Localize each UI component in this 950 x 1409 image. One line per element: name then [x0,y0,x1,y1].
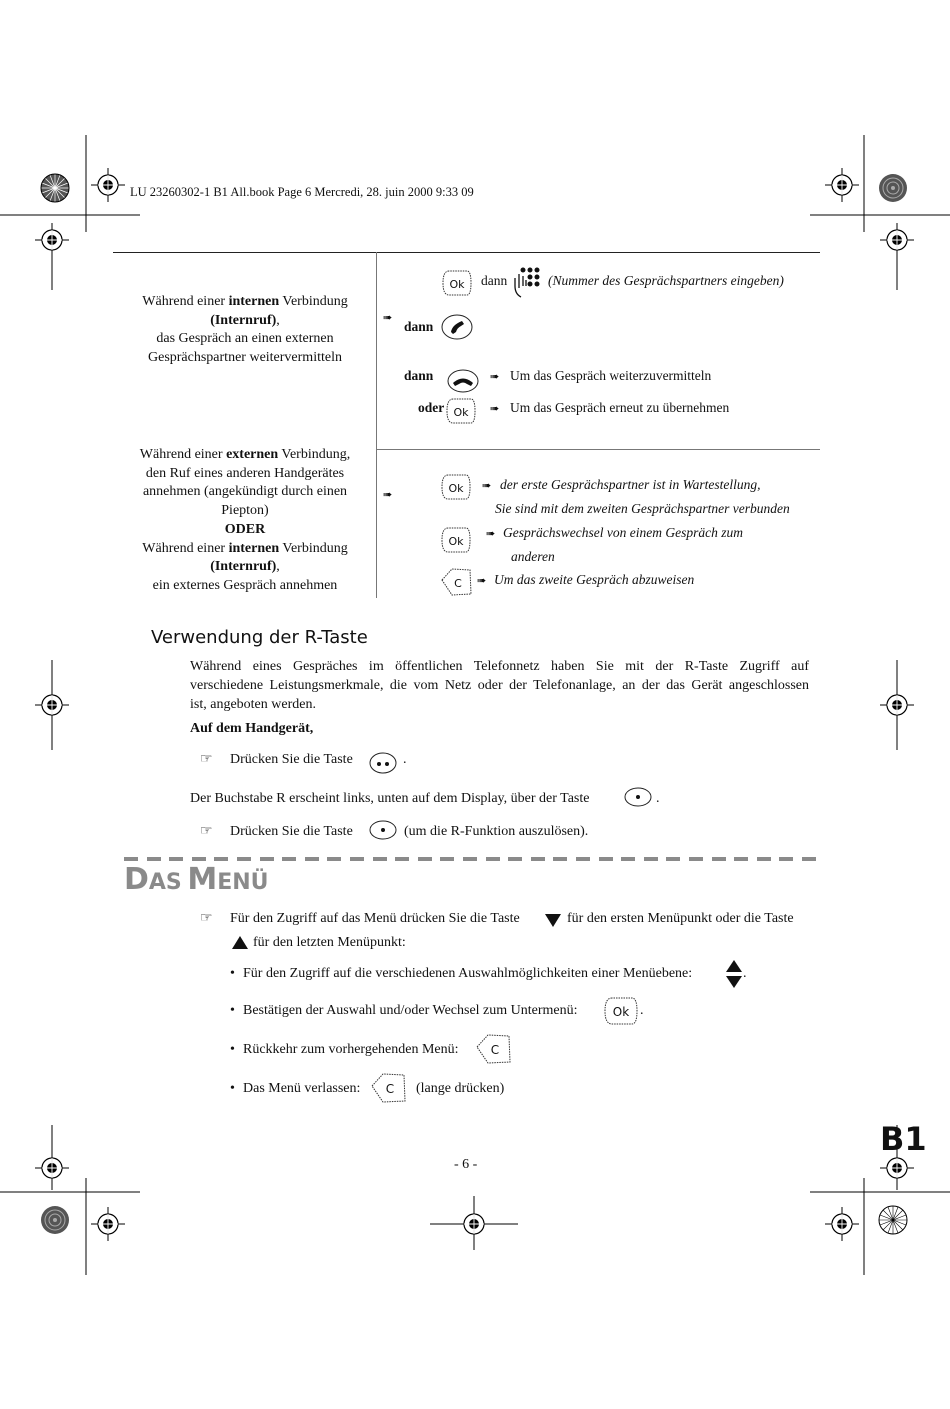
menu-bullet-1: Für den Zugriff auf die verschiedenen Auswahlmöglichkeiten einer Menüebene: [243,966,693,981]
svg-text:Ok: Ok [448,535,464,548]
r-taste-step1-end: . [403,752,407,767]
separator-dash [237,857,251,861]
row2-note1-arrow: ➠ [482,480,492,492]
row1-step2-dann: dann [404,319,434,334]
row1-condition: Während einer internen Verbindung (Internruf), das Gespräch an einen externen Gesprächspartner weitervermitteln [142,294,348,366]
separator-dash [621,857,635,861]
separator-dash [395,857,409,861]
bullet-icon: • [230,1042,235,1057]
svg-text:C: C [454,577,462,590]
menu-bullet-4: Das Menü verlassen: [243,1081,361,1096]
row1-step1-dann: dann [481,273,508,288]
r-taste-line2-end: . [656,791,660,806]
separator-dash [553,857,567,861]
menu-intro-b: für den ersten Menüpunkt oder die Taste [567,911,794,926]
row2-note2-arrow: ➠ [486,528,496,540]
row1-step4-arrow: ➠ [490,403,500,415]
r-taste-step2: Drücken Sie die Taste [230,824,353,839]
separator-dash [192,857,206,861]
row2-note1b: Sie sind mit dem zweiten Gesprächspartner verbunden [495,501,790,516]
separator-dash [327,857,341,861]
phone-hangup-icon [446,367,480,395]
c-key-icon [440,566,474,598]
separator-dash [757,857,771,861]
row2-note2a: Gesprächswechsel von einem Gespräch zum [503,525,743,540]
row1-step4-note: Um das Gespräch erneut zu übernehmen [510,400,730,415]
row2-note2b: anderen [511,549,555,564]
menu-bullet-2: Bestätigen der Auswahl und/oder Wechsel zum Untermenü: [243,1003,578,1018]
svg-text:Ok: Ok [449,278,465,291]
menu-bullet-4-end: (lange drücken) [416,1081,505,1096]
ok-key-icon [440,525,472,555]
separator-dash [802,857,816,861]
svg-text:C: C [385,1082,395,1096]
r-taste-subhead: Auf dem Handgerät, [190,721,314,736]
row2-note1a: der erste Gesprächspartner ist in Wartestellung, [500,477,761,492]
softkey-single-dot-icon [623,786,653,808]
menu-bullet-2-end: . [640,1003,644,1018]
separator-dash [689,857,703,861]
bullet-icon: • [230,1081,235,1096]
separator-dash [282,857,296,861]
separator-dash [350,857,364,861]
menu-bullet-3: Rückkehr zum vorhergehenden Menü: [243,1042,459,1057]
separator-dash [124,857,138,861]
table-top-rule [113,252,820,253]
menu-bullet-1-end: . [743,966,747,981]
phone-pickup-icon [440,312,474,342]
separator-dash [260,857,274,861]
row2-condition: Während einer externen Verbindung, den Ruf eines anderen Handgerätes annehmen (angekündigt durch einen Piepton) ODER Während einer internen Verbindung (Internruf), ein externes Gespräch annehmen [139,447,351,593]
r-taste-heading: Verwendung der R-Taste [151,627,368,648]
menu-intro-a: Für den Zugriff auf das Menü drücken Sie die Taste [230,911,520,926]
table-column-divider [376,252,377,598]
row1-step3-note: Um das Gespräch weiterzuvermitteln [510,368,712,383]
separator-dash [779,857,793,861]
ok-key-icon [440,472,472,502]
page-number: - 6 - [454,1157,478,1172]
separator-dash [463,857,477,861]
menu-intro-c: für den letzten Menüpunkt: [253,935,406,950]
separator-dash [440,857,454,861]
row1-step4-oder: oder [418,400,445,415]
separator-dash [169,857,183,861]
separator-dash [508,857,522,861]
arrow-up-down-icon [723,958,745,990]
separator-dash [147,857,161,861]
row1-step1-note: (Nummer des Gesprächspartners eingeben) [548,273,784,288]
softkey-single-dot-icon [368,819,398,841]
ok-key-icon [603,995,639,1027]
separator-dash [305,857,319,861]
bullet-icon: • [230,966,235,981]
arrow-down-icon [544,912,562,928]
row1-arrow: ➠ [383,312,393,324]
pointer-icon: ☞ [200,752,213,767]
svg-text:Ok: Ok [612,1005,630,1019]
row2-note3: Um das zweite Gespräch abzuweisen [494,572,695,587]
separator-dash [576,857,590,861]
r-taste-line2: Der Buchstabe R erscheint links, unten auf dem Display, über der Taste [190,791,590,806]
separator-dash [214,857,228,861]
r-taste-step2-end: (um die R-Funktion auszulösen). [404,824,589,839]
separator-dash [418,857,432,861]
keypad-finger-icon [511,264,543,300]
arrow-up-icon [231,935,249,951]
ok-key-icon [445,396,477,426]
separator-dash [486,857,500,861]
row1-step3-dann: dann [404,368,434,383]
r-taste-paragraph: Während eines Gespräches im öffentlichen Telefonnetz haben Sie mit der R-Taste Zugriff auf verschiedene Leistungsmerkmale, die vom Netz oder der Telefonanlage, an der das Gerät angeschlossen ist, angeboten werden. [190,659,809,712]
svg-text:Ok: Ok [453,406,469,419]
r-taste-step1: Drücken Sie die Taste [230,752,353,767]
row2-arrow: ➠ [383,489,393,501]
svg-text:C: C [490,1043,500,1057]
file-info-header: LU 23260302-1 B1 All.book Page 6 Mercredi, 28. juin 2000 9:33 09 [130,185,474,199]
separator-dash [734,857,748,861]
separator-dash [373,857,387,861]
ok-key-icon [441,268,473,298]
separator-dash [599,857,613,861]
separator-dash [644,857,658,861]
table-row-divider [376,449,820,450]
r-key-double-dot-icon [368,751,398,775]
pointer-icon: ☞ [200,911,213,926]
row1-step3-arrow: ➠ [490,371,500,383]
menu-section-title: DAS MENÜ [124,862,269,897]
svg-text:Ok: Ok [448,482,464,495]
separator-dash [666,857,680,861]
chapter-tab: B1 [880,1120,927,1158]
pointer-icon: ☞ [200,824,213,839]
c-key-icon [370,1071,408,1105]
separator-dash [531,857,545,861]
row2-note3-arrow: ➠ [477,575,487,587]
bullet-icon: • [230,1003,235,1018]
separator-dash [712,857,726,861]
c-key-icon [475,1032,513,1066]
